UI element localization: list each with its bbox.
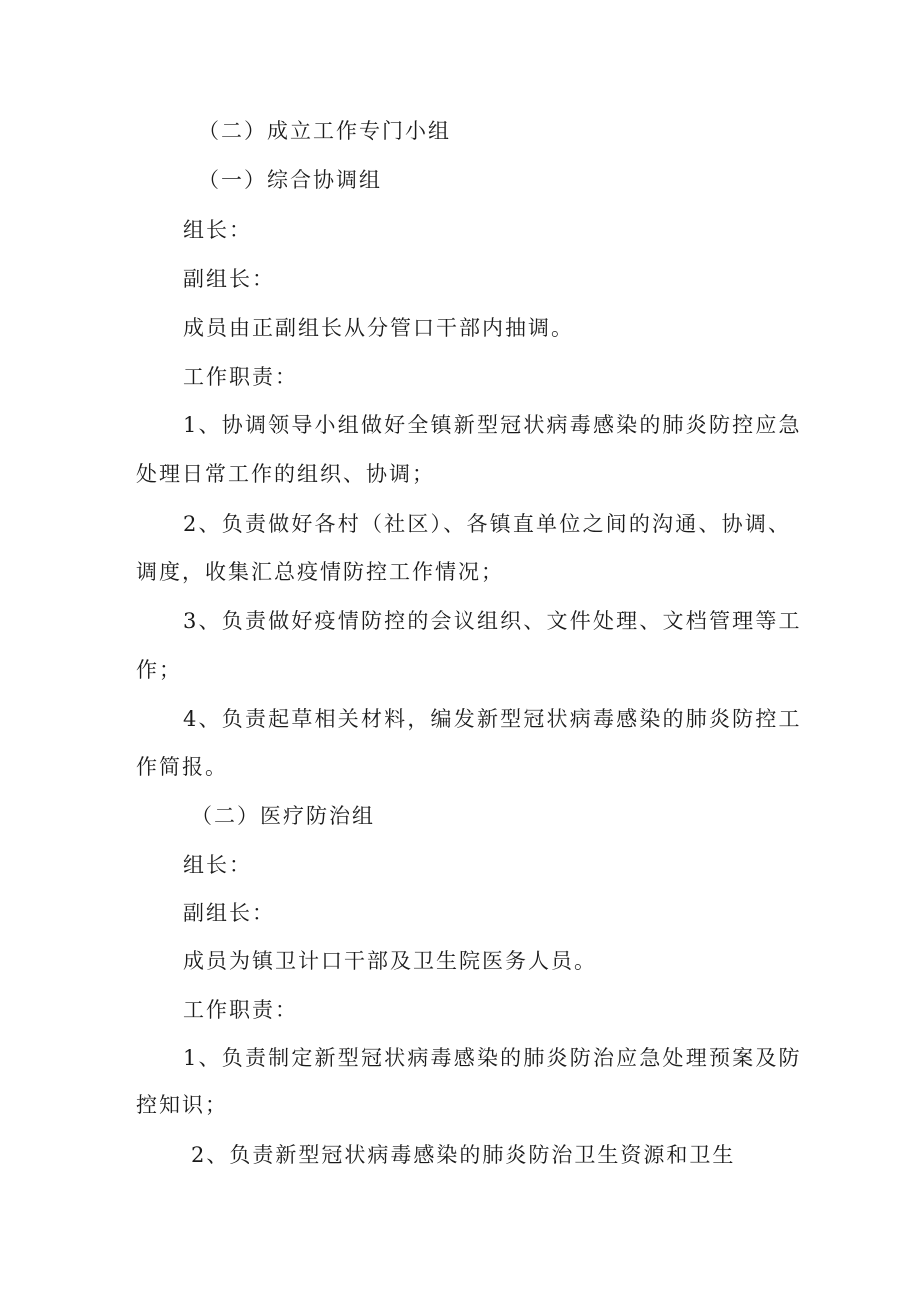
group-heading: （二）医疗防治组 [191, 804, 375, 828]
paragraph-line: 2、负责做好各村（社区）、各镇直单位之间的沟通、协调、 [183, 512, 792, 536]
paragraph-line: 成员为镇卫计口干部及卫生院医务人员。 [183, 949, 597, 973]
section-heading: （二）成立工作专门小组 [198, 119, 451, 143]
paragraph-line: 作简报。 [136, 755, 228, 779]
paragraph-line: 组长： [183, 853, 252, 877]
paragraph-line: 4、负责起草相关材料，编发新型冠状病毒感染的肺炎防控工 [183, 707, 802, 731]
group-heading: （一）综合协调组 [198, 168, 382, 192]
paragraph-line: 成员由正副组长从分管口干部内抽调。 [183, 316, 574, 340]
paragraph-line: 1、负责制定新型冠状病毒感染的肺炎防治应急处理预案及防 [183, 1046, 802, 1070]
paragraph-line: 副组长： [183, 267, 275, 291]
paragraph-line: 副组长： [183, 901, 275, 925]
paragraph-line: 作； [136, 658, 182, 682]
paragraph-line: 处理日常工作的组织、协调； [136, 462, 435, 486]
paragraph-line: 控知识； [136, 1093, 228, 1117]
paragraph-line: 调度，收集汇总疫情防控工作情况； [136, 560, 504, 584]
paragraph-line: 1、协调领导小组做好全镇新型冠状病毒感染的肺炎防控应急 [183, 413, 802, 437]
paragraph-line: 工作职责： [183, 998, 298, 1022]
paragraph-line: 工作职责： [183, 365, 298, 389]
paragraph-line: 3、负责做好疫情防控的会议组织、文件处理、文档管理等工 [183, 609, 802, 633]
paragraph-line: 组长： [183, 218, 252, 242]
paragraph-line: 2、负责新型冠状病毒感染的肺炎防治卫生资源和卫生 [191, 1143, 736, 1167]
